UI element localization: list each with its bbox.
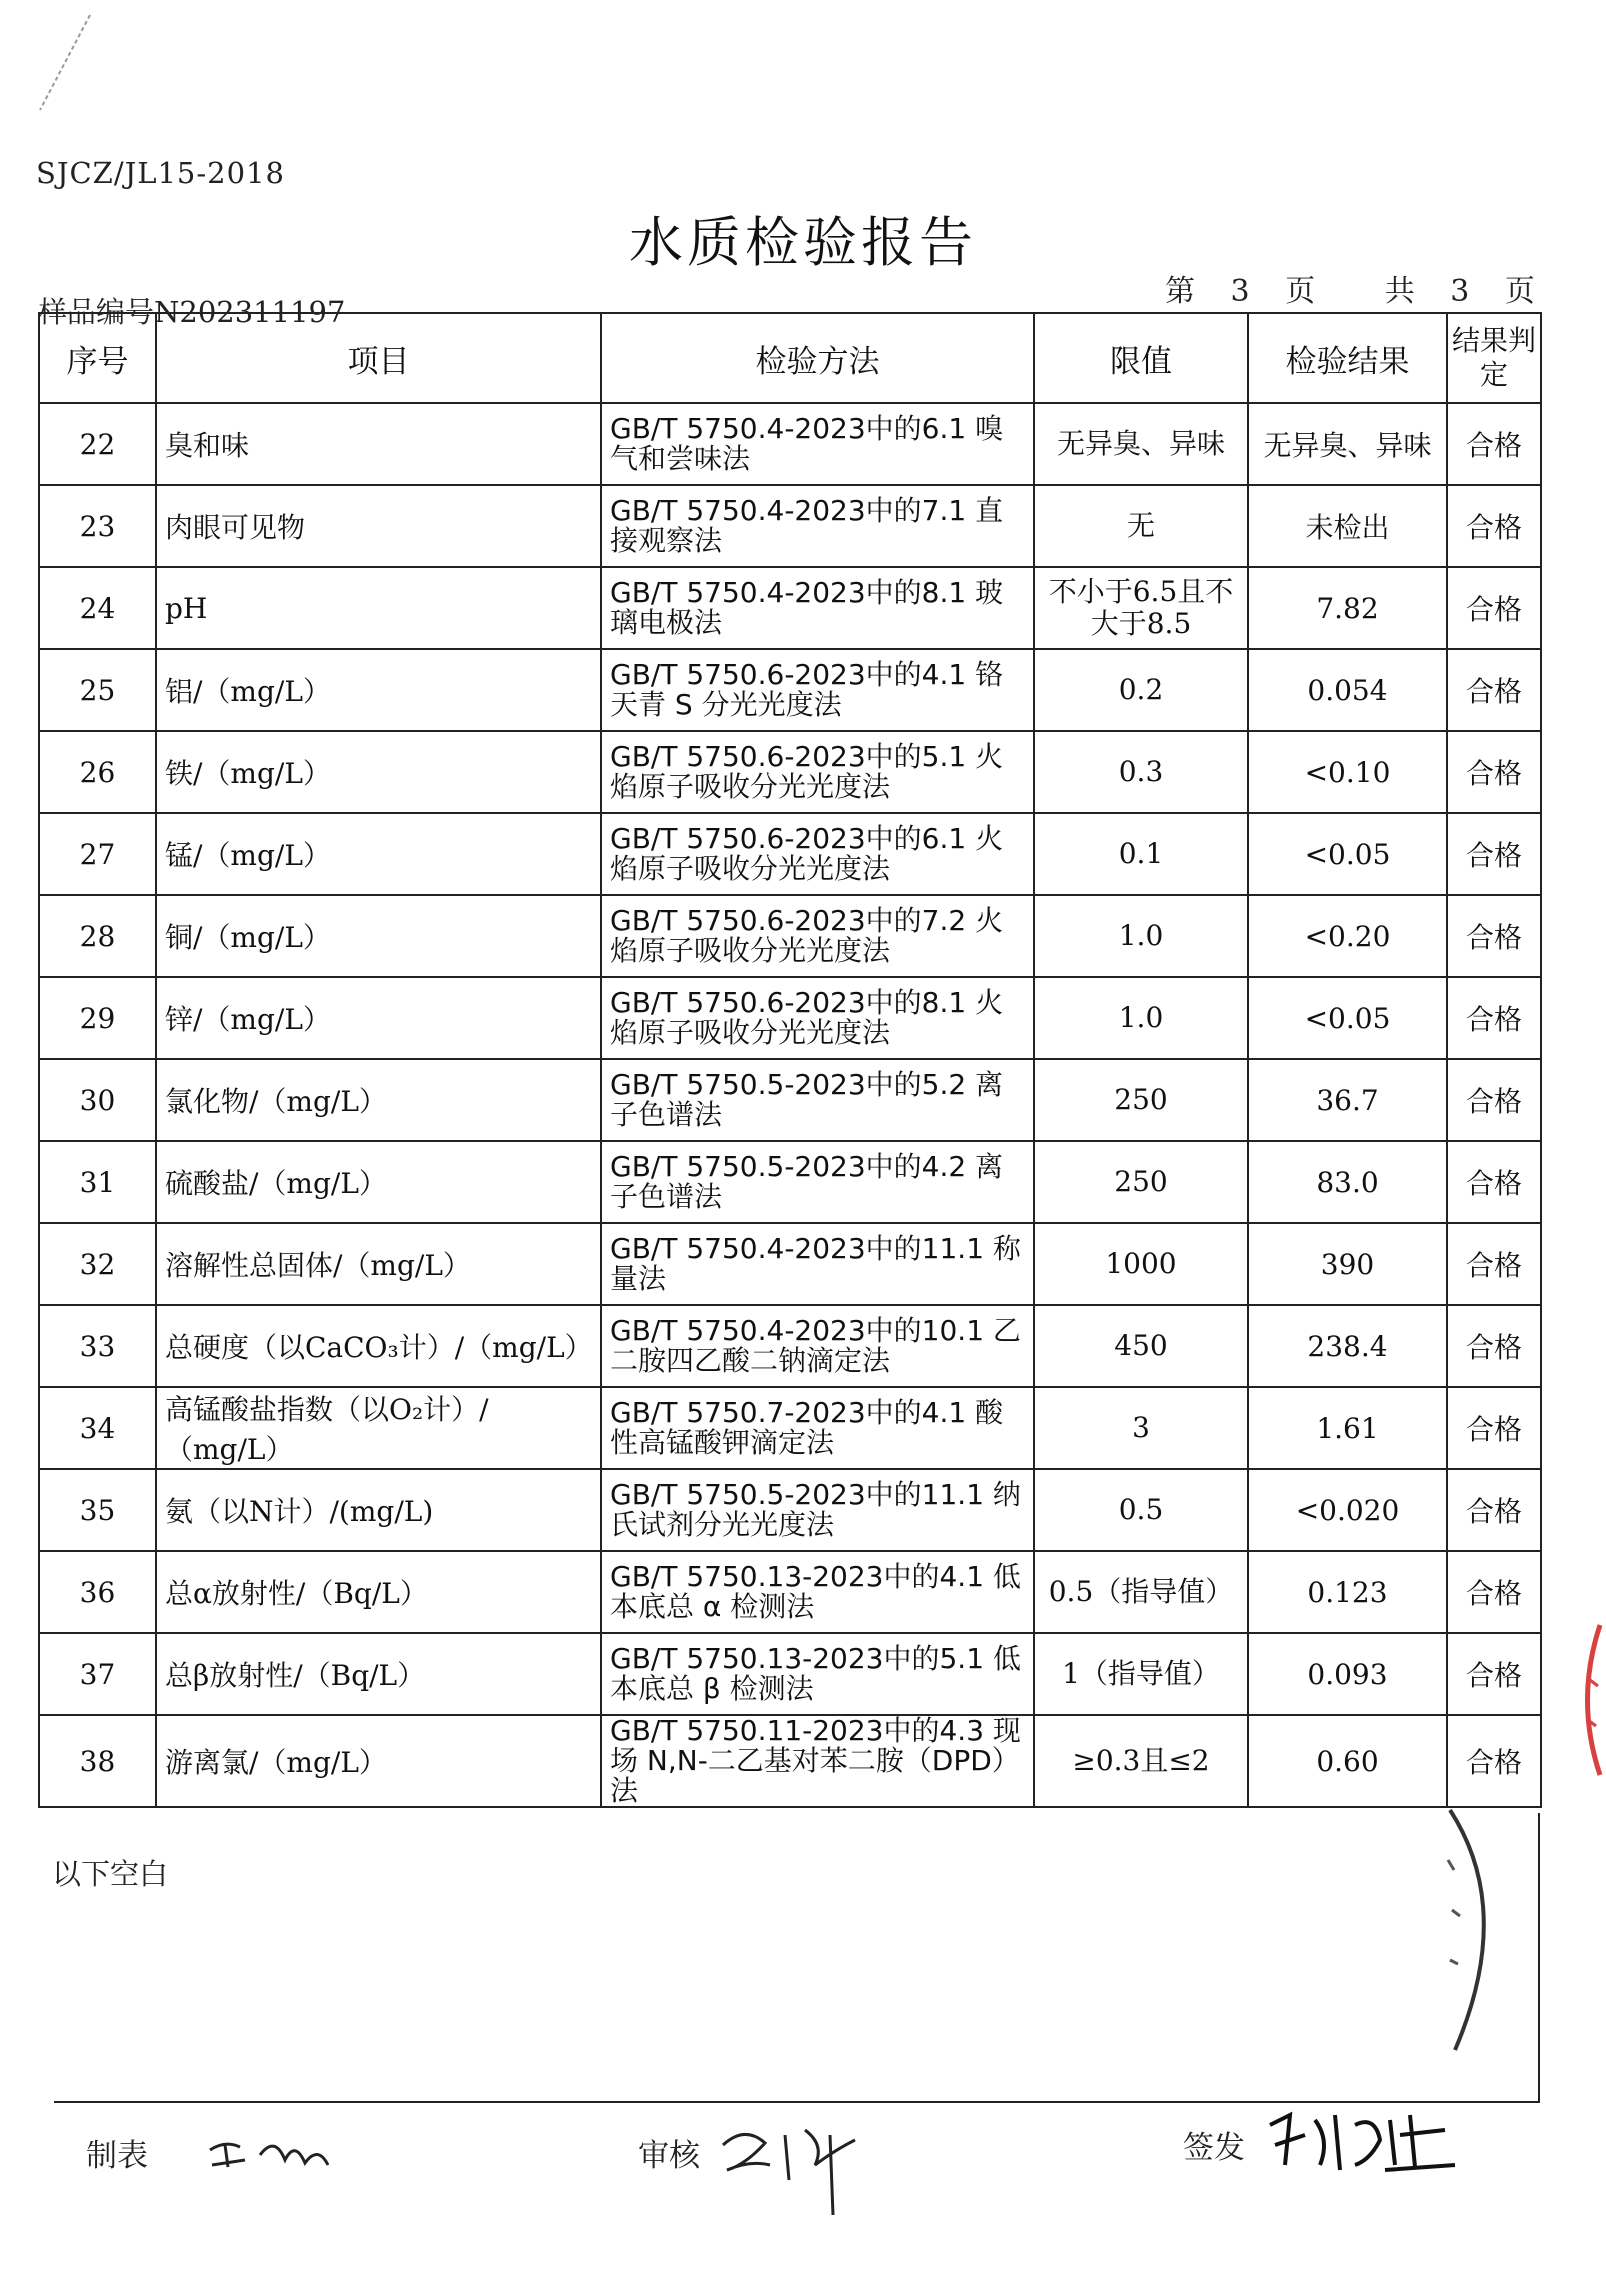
row-number: 37 <box>39 1633 156 1715</box>
issued-by-label: 签发 <box>1183 2130 1245 2166</box>
row-item: 铁/（mg/L） <box>156 731 601 813</box>
stamp-arc-mark <box>1430 1800 1520 2060</box>
row-result: 0.093 <box>1248 1633 1447 1715</box>
table-row <box>39 977 1541 1059</box>
row-item: 高锰酸盐指数（以O₂计）/（mg/L） <box>156 1387 601 1469</box>
row-method: GB/T 5750.7-2023中的4.1 酸性高锰酸钾滴定法 <box>601 1387 1034 1469</box>
page-indicator <box>1165 266 1535 310</box>
page-label-ye: 页 <box>1285 274 1316 309</box>
row-result: 0.123 <box>1248 1551 1447 1633</box>
row-item: 总硬度（以CaCO₃计）/（mg/L） <box>156 1305 601 1387</box>
row-judgement: 合格 <box>1447 1141 1541 1223</box>
row-limit: 1.0 <box>1034 977 1248 1059</box>
row-limit: 不小于6.5且不大于8.5 <box>1034 567 1248 649</box>
row-limit: 1.0 <box>1034 895 1248 977</box>
row-judgement: 合格 <box>1447 1551 1541 1633</box>
frame-right-line <box>1538 1813 1540 2103</box>
header-result: 检验结果 <box>1248 313 1447 403</box>
row-limit: 3 <box>1034 1387 1248 1469</box>
row-limit: ≥0.3且≤2 <box>1034 1715 1248 1807</box>
row-result: 0.054 <box>1248 649 1447 731</box>
row-method: GB/T 5750.4-2023中的8.1 玻璃电极法 <box>601 567 1034 649</box>
table-header-row <box>39 313 1541 403</box>
row-number: 38 <box>39 1715 156 1807</box>
row-item: 氯化物/（mg/L） <box>156 1059 601 1141</box>
row-number: 33 <box>39 1305 156 1387</box>
row-method: GB/T 5750.6-2023中的5.1 火焰原子吸收分光光度法 <box>601 731 1034 813</box>
row-item: 游离氯/（mg/L） <box>156 1715 601 1807</box>
table-row <box>39 485 1541 567</box>
blank-below-note: 以下空白 <box>52 1857 169 1891</box>
row-limit: 1000 <box>1034 1223 1248 1305</box>
row-judgement: 合格 <box>1447 1059 1541 1141</box>
row-number: 29 <box>39 977 156 1059</box>
row-item: 氨（以N计）/(mg/L) <box>156 1469 601 1551</box>
row-number: 34 <box>39 1387 156 1469</box>
inspection-table <box>38 312 1542 1808</box>
row-limit: 0.5（指导值） <box>1034 1551 1248 1633</box>
row-judgement: 合格 <box>1447 567 1541 649</box>
header-limit: 限值 <box>1034 313 1248 403</box>
table-row <box>39 649 1541 731</box>
table-row <box>39 731 1541 813</box>
prepared-signature <box>200 2105 350 2185</box>
row-result: 未检出 <box>1248 485 1447 567</box>
row-number: 25 <box>39 649 156 731</box>
row-method: GB/T 5750.6-2023中的8.1 火焰原子吸收分光光度法 <box>601 977 1034 1059</box>
page-current: 3 <box>1230 274 1250 309</box>
row-result: <0.20 <box>1248 895 1447 977</box>
table-row <box>39 1469 1541 1551</box>
row-result: <0.020 <box>1248 1469 1447 1551</box>
row-item: 总α放射性/（Bq/L） <box>156 1551 601 1633</box>
row-limit: 1（指导值） <box>1034 1633 1248 1715</box>
row-method: GB/T 5750.4-2023中的10.1 乙二胺四乙酸二钠滴定法 <box>601 1305 1034 1387</box>
row-item: 锰/（mg/L） <box>156 813 601 895</box>
row-number: 23 <box>39 485 156 567</box>
row-limit: 0.2 <box>1034 649 1248 731</box>
row-result: <0.05 <box>1248 977 1447 1059</box>
page-label-gong: 共 <box>1384 274 1415 309</box>
reviewed-signature <box>715 2105 885 2225</box>
row-result: 无异臭、异味 <box>1248 403 1447 485</box>
table-row <box>39 567 1541 649</box>
row-method: GB/T 5750.5-2023中的4.2 离子色谱法 <box>601 1141 1034 1223</box>
row-result: 238.4 <box>1248 1305 1447 1387</box>
row-judgement: 合格 <box>1447 977 1541 1059</box>
issued-signature <box>1260 2095 1460 2185</box>
red-stamp-edge <box>1570 1620 1606 1780</box>
row-number: 26 <box>39 731 156 813</box>
row-item: pH <box>156 567 601 649</box>
header-no: 序号 <box>39 313 156 403</box>
reviewed-by-label: 审核 <box>638 2138 700 2174</box>
row-item: 铝/（mg/L） <box>156 649 601 731</box>
row-number: 28 <box>39 895 156 977</box>
row-method: GB/T 5750.6-2023中的6.1 火焰原子吸收分光光度法 <box>601 813 1034 895</box>
row-limit: 250 <box>1034 1059 1248 1141</box>
row-number: 22 <box>39 403 156 485</box>
table-row <box>39 1387 1541 1469</box>
row-judgement: 合格 <box>1447 1305 1541 1387</box>
row-method: GB/T 5750.4-2023中的11.1 称量法 <box>601 1223 1034 1305</box>
page-label-ye2: 页 <box>1504 274 1535 309</box>
table-row <box>39 895 1541 977</box>
table-row <box>39 1305 1541 1387</box>
table-row <box>39 1141 1541 1223</box>
row-method: GB/T 5750.11-2023中的4.3 现场 N,N-二乙基对苯二胺（DPD）法 <box>601 1715 1034 1807</box>
row-number: 30 <box>39 1059 156 1141</box>
table-row <box>39 1633 1541 1715</box>
row-limit: 无 <box>1034 485 1248 567</box>
table-row <box>39 813 1541 895</box>
row-number: 36 <box>39 1551 156 1633</box>
row-judgement: 合格 <box>1447 813 1541 895</box>
row-method: GB/T 5750.6-2023中的4.1 铬天青 S 分光光度法 <box>601 649 1034 731</box>
report-title: 水质检验报告 <box>629 211 977 274</box>
table-row <box>39 403 1541 485</box>
table-row <box>39 1223 1541 1305</box>
row-method: GB/T 5750.13-2023中的5.1 低本底总 β 检测法 <box>601 1633 1034 1715</box>
row-limit: 无异臭、异味 <box>1034 403 1248 485</box>
row-item: 锌/（mg/L） <box>156 977 601 1059</box>
row-item: 肉眼可见物 <box>156 485 601 567</box>
row-judgement: 合格 <box>1447 403 1541 485</box>
row-item: 臭和味 <box>156 403 601 485</box>
row-number: 24 <box>39 567 156 649</box>
row-limit: 0.3 <box>1034 731 1248 813</box>
table-row <box>39 1059 1541 1141</box>
row-limit: 0.1 <box>1034 813 1248 895</box>
row-number: 32 <box>39 1223 156 1305</box>
row-limit: 250 <box>1034 1141 1248 1223</box>
row-limit: 0.5 <box>1034 1469 1248 1551</box>
row-limit: 450 <box>1034 1305 1248 1387</box>
row-item: 溶解性总固体/（mg/L） <box>156 1223 601 1305</box>
header-method: 检验方法 <box>601 313 1034 403</box>
row-judgement: 合格 <box>1447 1633 1541 1715</box>
sample-number: 样品编号N202311197 <box>38 295 346 329</box>
row-method: GB/T 5750.6-2023中的7.2 火焰原子吸收分光光度法 <box>601 895 1034 977</box>
row-judgement: 合格 <box>1447 731 1541 813</box>
row-item: 铜/（mg/L） <box>156 895 601 977</box>
table-row <box>39 1715 1541 1807</box>
row-judgement: 合格 <box>1447 1715 1541 1807</box>
table-row <box>39 1551 1541 1633</box>
row-method: GB/T 5750.4-2023中的6.1 嗅气和尝味法 <box>601 403 1034 485</box>
row-judgement: 合格 <box>1447 649 1541 731</box>
row-judgement: 合格 <box>1447 485 1541 567</box>
header-item: 项目 <box>156 313 601 403</box>
row-result: 83.0 <box>1248 1141 1447 1223</box>
row-method: GB/T 5750.5-2023中的5.2 离子色谱法 <box>601 1059 1034 1141</box>
row-result: 36.7 <box>1248 1059 1447 1141</box>
row-method: GB/T 5750.13-2023中的4.1 低本底总 α 检测法 <box>601 1551 1034 1633</box>
header-judge: 结果判定 <box>1447 313 1541 403</box>
row-item: 硫酸盐/（mg/L） <box>156 1141 601 1223</box>
row-result: 1.61 <box>1248 1387 1447 1469</box>
row-method: GB/T 5750.4-2023中的7.1 直接观察法 <box>601 485 1034 567</box>
row-result: <0.10 <box>1248 731 1447 813</box>
row-method: GB/T 5750.5-2023中的11.1 纳氏试剂分光光度法 <box>601 1469 1034 1551</box>
document-code: SJCZ/JL15-2018 <box>36 156 285 190</box>
row-judgement: 合格 <box>1447 1387 1541 1469</box>
row-number: 35 <box>39 1469 156 1551</box>
row-judgement: 合格 <box>1447 895 1541 977</box>
page-total: 3 <box>1450 274 1470 309</box>
prepared-by-label: 制表 <box>86 2138 148 2174</box>
row-result: <0.05 <box>1248 813 1447 895</box>
row-number: 27 <box>39 813 156 895</box>
row-result: 390 <box>1248 1223 1447 1305</box>
row-judgement: 合格 <box>1447 1469 1541 1551</box>
row-judgement: 合格 <box>1447 1223 1541 1305</box>
scan-artifact-mark <box>30 10 110 120</box>
row-item: 总β放射性/（Bq/L） <box>156 1633 601 1715</box>
row-result: 7.82 <box>1248 567 1447 649</box>
page-label-di: 第 <box>1165 274 1195 309</box>
row-number: 31 <box>39 1141 156 1223</box>
row-result: 0.60 <box>1248 1715 1447 1807</box>
